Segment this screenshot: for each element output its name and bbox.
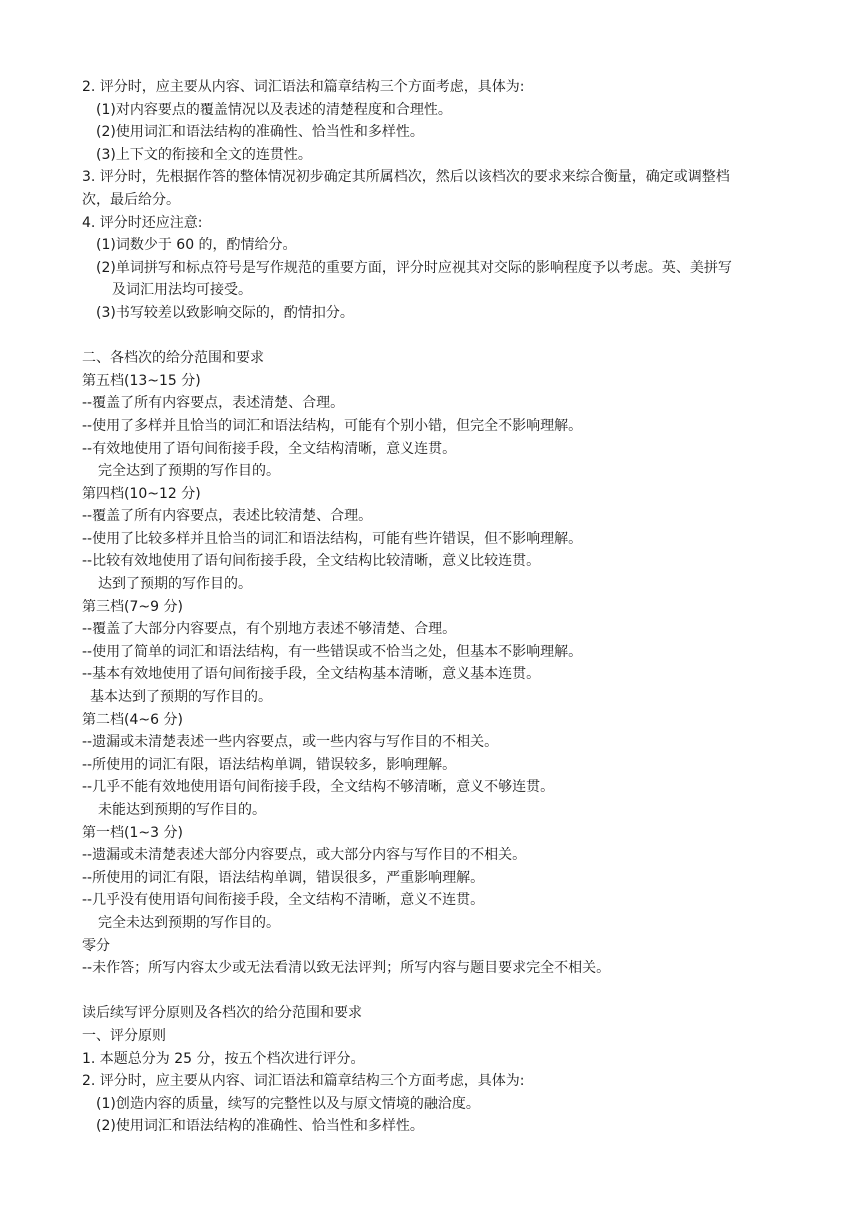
text-line: (3)书写较差以致影响交际的，酌情扣分。 (96, 304, 354, 321)
grade-heading: 第三档(7~9 分) (82, 598, 183, 615)
text-line: (1)词数少于 60 的，酌情给分。 (96, 237, 297, 254)
text-line: 4. 评分时还应注意: (82, 214, 203, 231)
section-heading: 一、评分原则 (82, 1027, 166, 1044)
text-line: 未能达到预期的写作目的。 (98, 802, 266, 818)
text-line: --使用了多样并且恰当的词汇和语法结构，可能有个别小错，但完全不影响理解。 (82, 417, 583, 434)
text-line: --所使用的词汇有限，语法结构单调，错误很多，严重影响理解。 (82, 869, 485, 886)
text-line: --所使用的词汇有限，语法结构单调，错误较多，影响理解。 (82, 756, 457, 773)
text-line: (1)对内容要点的覆盖情况以及表述的清楚程度和合理性。 (96, 101, 452, 118)
text-line: --遗漏或未清楚表述大部分内容要点，或大部分内容与写作目的不相关。 (82, 847, 527, 864)
text-line: --比较有效地使用了语句间衔接手段，全文结构比较清晰，意义比较连贯。 (82, 553, 541, 570)
text-line: 及词汇用法均可接受。 (112, 282, 252, 299)
text-line: --未作答；所写内容太少或无法看清以致无法评判；所写内容与题目要求完全不相关。 (82, 960, 611, 977)
grade-heading: 第五档(13~15 分) (82, 372, 201, 389)
text-line: 完全未达到预期的写作目的。 (98, 914, 280, 931)
grade-heading: 第四档(10~12 分) (82, 485, 201, 502)
text-line: 1. 本题总分为 25 分，按五个档次进行评分。 (82, 1050, 365, 1067)
text-line: (3)上下文的衔接和全文的连贯性。 (96, 146, 312, 163)
text-line: 3. 评分时，先根据作答的整体情况初步确定其所属档次，然后以该档次的要求来综合衡量，确定或调整档 (82, 169, 730, 186)
text-line: --覆盖了所有内容要点，表述清楚、合理。 (82, 395, 345, 412)
text-line: 基本达到了预期的写作目的。 (90, 689, 272, 706)
text-line: 2. 评分时，应主要从内容、词汇语法和篇章结构三个方面考虑，具体为: (82, 79, 525, 95)
text-line: 次，最后给分。 (82, 191, 180, 208)
text-line: (2)使用词汇和语法结构的准确性、恰当性和多样性。 (96, 1118, 424, 1135)
text-line: --遗漏或未清楚表述一些内容要点，或一些内容与写作目的不相关。 (82, 734, 499, 751)
grade-heading: 零分 (82, 937, 110, 954)
text-line: (2)使用词汇和语法结构的准确性、恰当性和多样性。 (96, 124, 424, 141)
text-line: --几乎没有使用语句间衔接手段，全文结构不清晰，意义不连贯。 (82, 892, 485, 909)
text-line: 完全达到了预期的写作目的。 (98, 463, 280, 480)
section-heading: 读后续写评分原则及各档次的给分范围和要求 (82, 1005, 362, 1022)
text-line: --几乎不能有效地使用语句间衔接手段，全文结构不够清晰，意义不够连贯。 (82, 779, 555, 796)
blank-line (82, 325, 808, 348)
text-line: --使用了比较多样并且恰当的词汇和语法结构，可能有些许错误，但不影响理解。 (82, 530, 583, 547)
text-line: --使用了简单的词汇和语法结构，有一些错误或不恰当之处，但基本不影响理解。 (82, 643, 583, 660)
text-line: 2. 评分时，应主要从内容、词汇语法和篇章结构三个方面考虑，具体为: (82, 1073, 525, 1090)
text-line: --覆盖了大部分内容要点，有个别地方表述不够清楚、合理。 (82, 621, 457, 638)
text-line: --有效地使用了语句间衔接手段，全文结构清晰，意义连贯。 (82, 440, 457, 457)
grade-heading: 第一档(1~3 分) (82, 824, 183, 841)
grade-heading: 第二档(4~6 分) (82, 711, 183, 728)
text-line: --覆盖了所有内容要点，表述比较清楚、合理。 (82, 508, 373, 525)
text-line: (1)创造内容的质量，续写的完整性以及与原文情境的融洽度。 (96, 1095, 480, 1112)
text-line: --基本有效地使用了语句间衔接手段，全文结构基本清晰，意义基本连贯。 (82, 666, 541, 683)
text-line: (2)单词拼写和标点符号是写作规范的重要方面，评分时应视其对交际的影响程度予以考虑。英、美拼写 (96, 259, 732, 276)
blank-line (82, 980, 808, 1003)
text-line: 达到了预期的写作目的。 (98, 576, 252, 593)
section-heading: 二、各档次的给分范围和要求 (82, 350, 264, 367)
